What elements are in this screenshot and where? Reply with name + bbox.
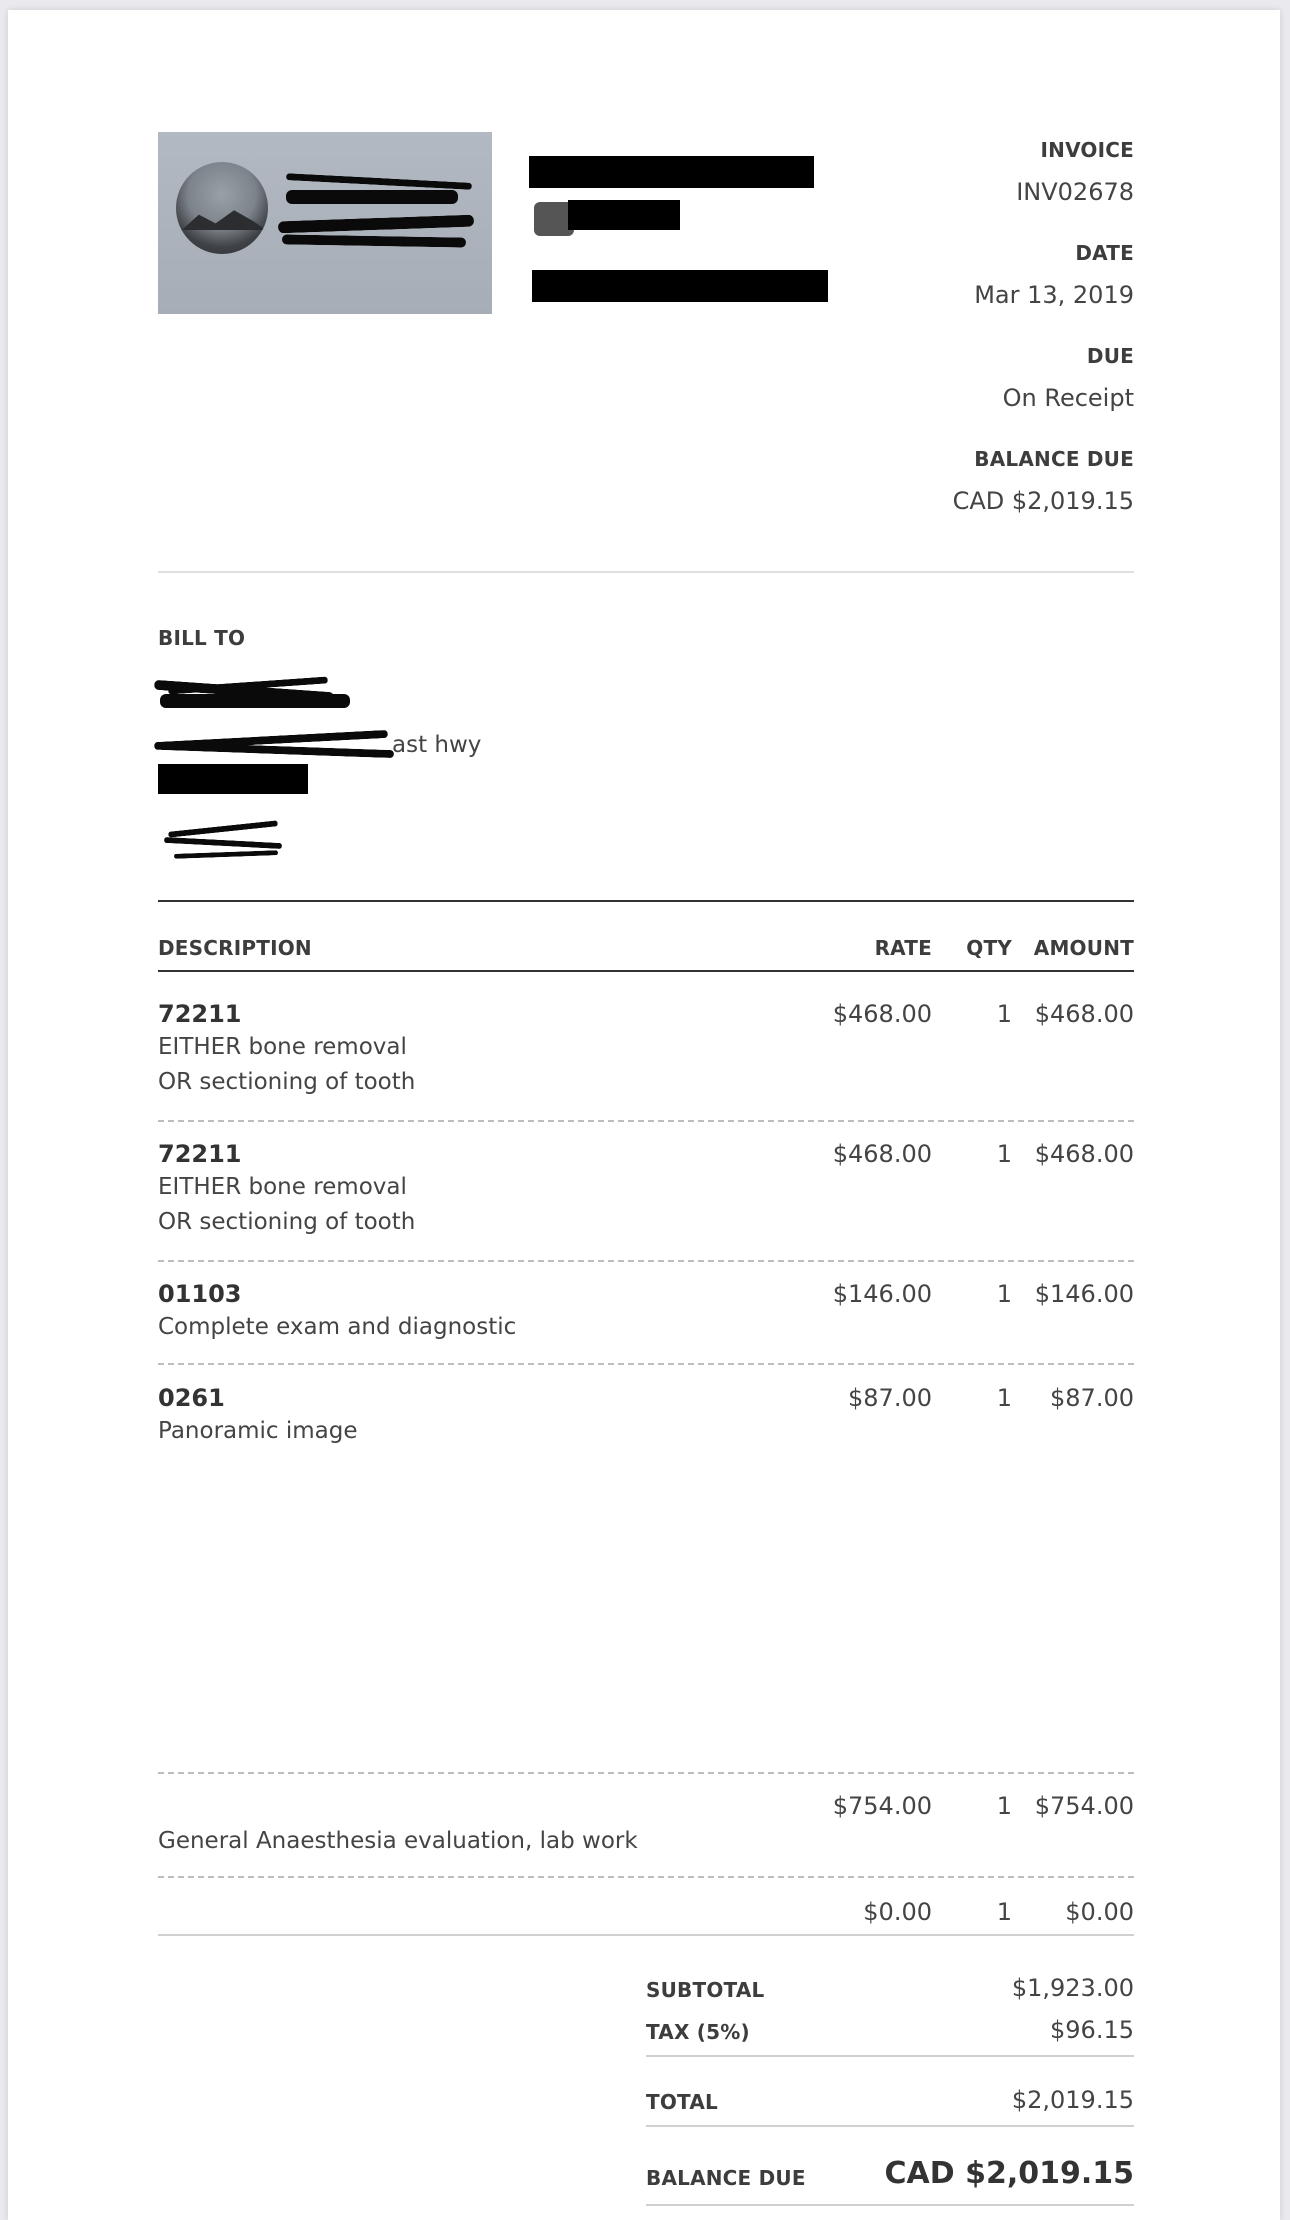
bill-to-label: BILL TO	[158, 626, 246, 650]
redacted-customer-city	[158, 764, 308, 794]
logo-mountain-icon	[176, 162, 268, 254]
col-amount-header: AMOUNT	[1033, 936, 1134, 960]
tax-label: TAX (5%)	[646, 2020, 750, 2044]
date-label: DATE	[1075, 241, 1134, 265]
item-qty: 1	[996, 1384, 1012, 1412]
item-amount: $87.00	[1050, 1384, 1134, 1412]
item-qty: 1	[996, 1898, 1012, 1926]
item-qty: 1	[996, 1792, 1012, 1820]
bill-to-address-line: ast hwy	[392, 732, 482, 758]
totals-divider	[646, 2055, 1134, 2057]
row-divider	[158, 1363, 1134, 1365]
item-code: 72211	[158, 1140, 242, 1168]
table-header-rule	[158, 970, 1134, 972]
item-rate: $87.00	[848, 1384, 932, 1412]
item-description: General Anaesthesia evaluation, lab work	[158, 1828, 638, 1854]
subtotal-value: $1,923.00	[1011, 1974, 1134, 2002]
totals-divider	[646, 2125, 1134, 2127]
header-divider	[158, 571, 1134, 573]
total-label: TOTAL	[646, 2090, 718, 2114]
row-divider	[158, 1876, 1134, 1878]
invoice-number: INV02678	[1016, 178, 1134, 206]
col-rate-header: RATE	[874, 936, 932, 960]
item-amount: $468.00	[1034, 1140, 1134, 1168]
item-amount: $146.00	[1034, 1280, 1134, 1308]
item-description: OR sectioning of tooth	[158, 1069, 416, 1095]
row-divider	[158, 1260, 1134, 1262]
row-divider	[158, 1120, 1134, 1122]
tax-value: $96.15	[1050, 2016, 1134, 2044]
item-description: EITHER bone removal	[158, 1034, 407, 1060]
item-description: OR sectioning of tooth	[158, 1209, 416, 1235]
item-description: EITHER bone removal	[158, 1174, 407, 1200]
table-bottom-rule	[158, 1934, 1134, 1936]
clinic-logo	[158, 132, 492, 314]
item-amount: $0.00	[1065, 1898, 1134, 1926]
item-description: Complete exam and diagnostic	[158, 1314, 517, 1340]
col-qty-header: QTY	[966, 936, 1012, 960]
item-amount: $754.00	[1034, 1792, 1134, 1820]
redacted-clinic-address	[532, 270, 828, 302]
item-amount: $468.00	[1034, 1000, 1134, 1028]
balance-due-value: CAD $2,019.15	[952, 487, 1134, 515]
item-qty: 1	[996, 1280, 1012, 1308]
due-value: On Receipt	[1002, 384, 1134, 412]
row-divider	[158, 1772, 1134, 1774]
table-top-rule	[158, 900, 1134, 902]
redacted-clinic-subtitle	[568, 200, 680, 230]
invoice-label: INVOICE	[1040, 138, 1134, 162]
item-rate: $468.00	[832, 1000, 932, 1028]
col-description-header: DESCRIPTION	[158, 936, 312, 960]
item-rate: $146.00	[832, 1280, 932, 1308]
due-label: DUE	[1086, 344, 1134, 368]
invoice-date: Mar 13, 2019	[974, 281, 1134, 309]
redacted-clinic-name	[529, 156, 814, 188]
item-rate: $468.00	[832, 1140, 932, 1168]
balance-due-label: BALANCE DUE	[974, 447, 1134, 471]
final-balance-due-value: CAD $2,019.15	[884, 2156, 1134, 2191]
item-code: 01103	[158, 1280, 242, 1308]
invoice-page	[8, 10, 1280, 2220]
final-balance-due-label: BALANCE DUE	[646, 2166, 806, 2190]
item-qty: 1	[996, 1000, 1012, 1028]
item-rate: $754.00	[832, 1792, 932, 1820]
item-code: 0261	[158, 1384, 225, 1412]
item-qty: 1	[996, 1140, 1012, 1168]
item-description: Panoramic image	[158, 1418, 358, 1444]
item-rate: $0.00	[863, 1898, 932, 1926]
total-value: $2,019.15	[1011, 2086, 1134, 2114]
subtotal-label: SUBTOTAL	[646, 1978, 765, 2002]
item-code: 72211	[158, 1000, 242, 1028]
totals-divider	[646, 2204, 1134, 2206]
